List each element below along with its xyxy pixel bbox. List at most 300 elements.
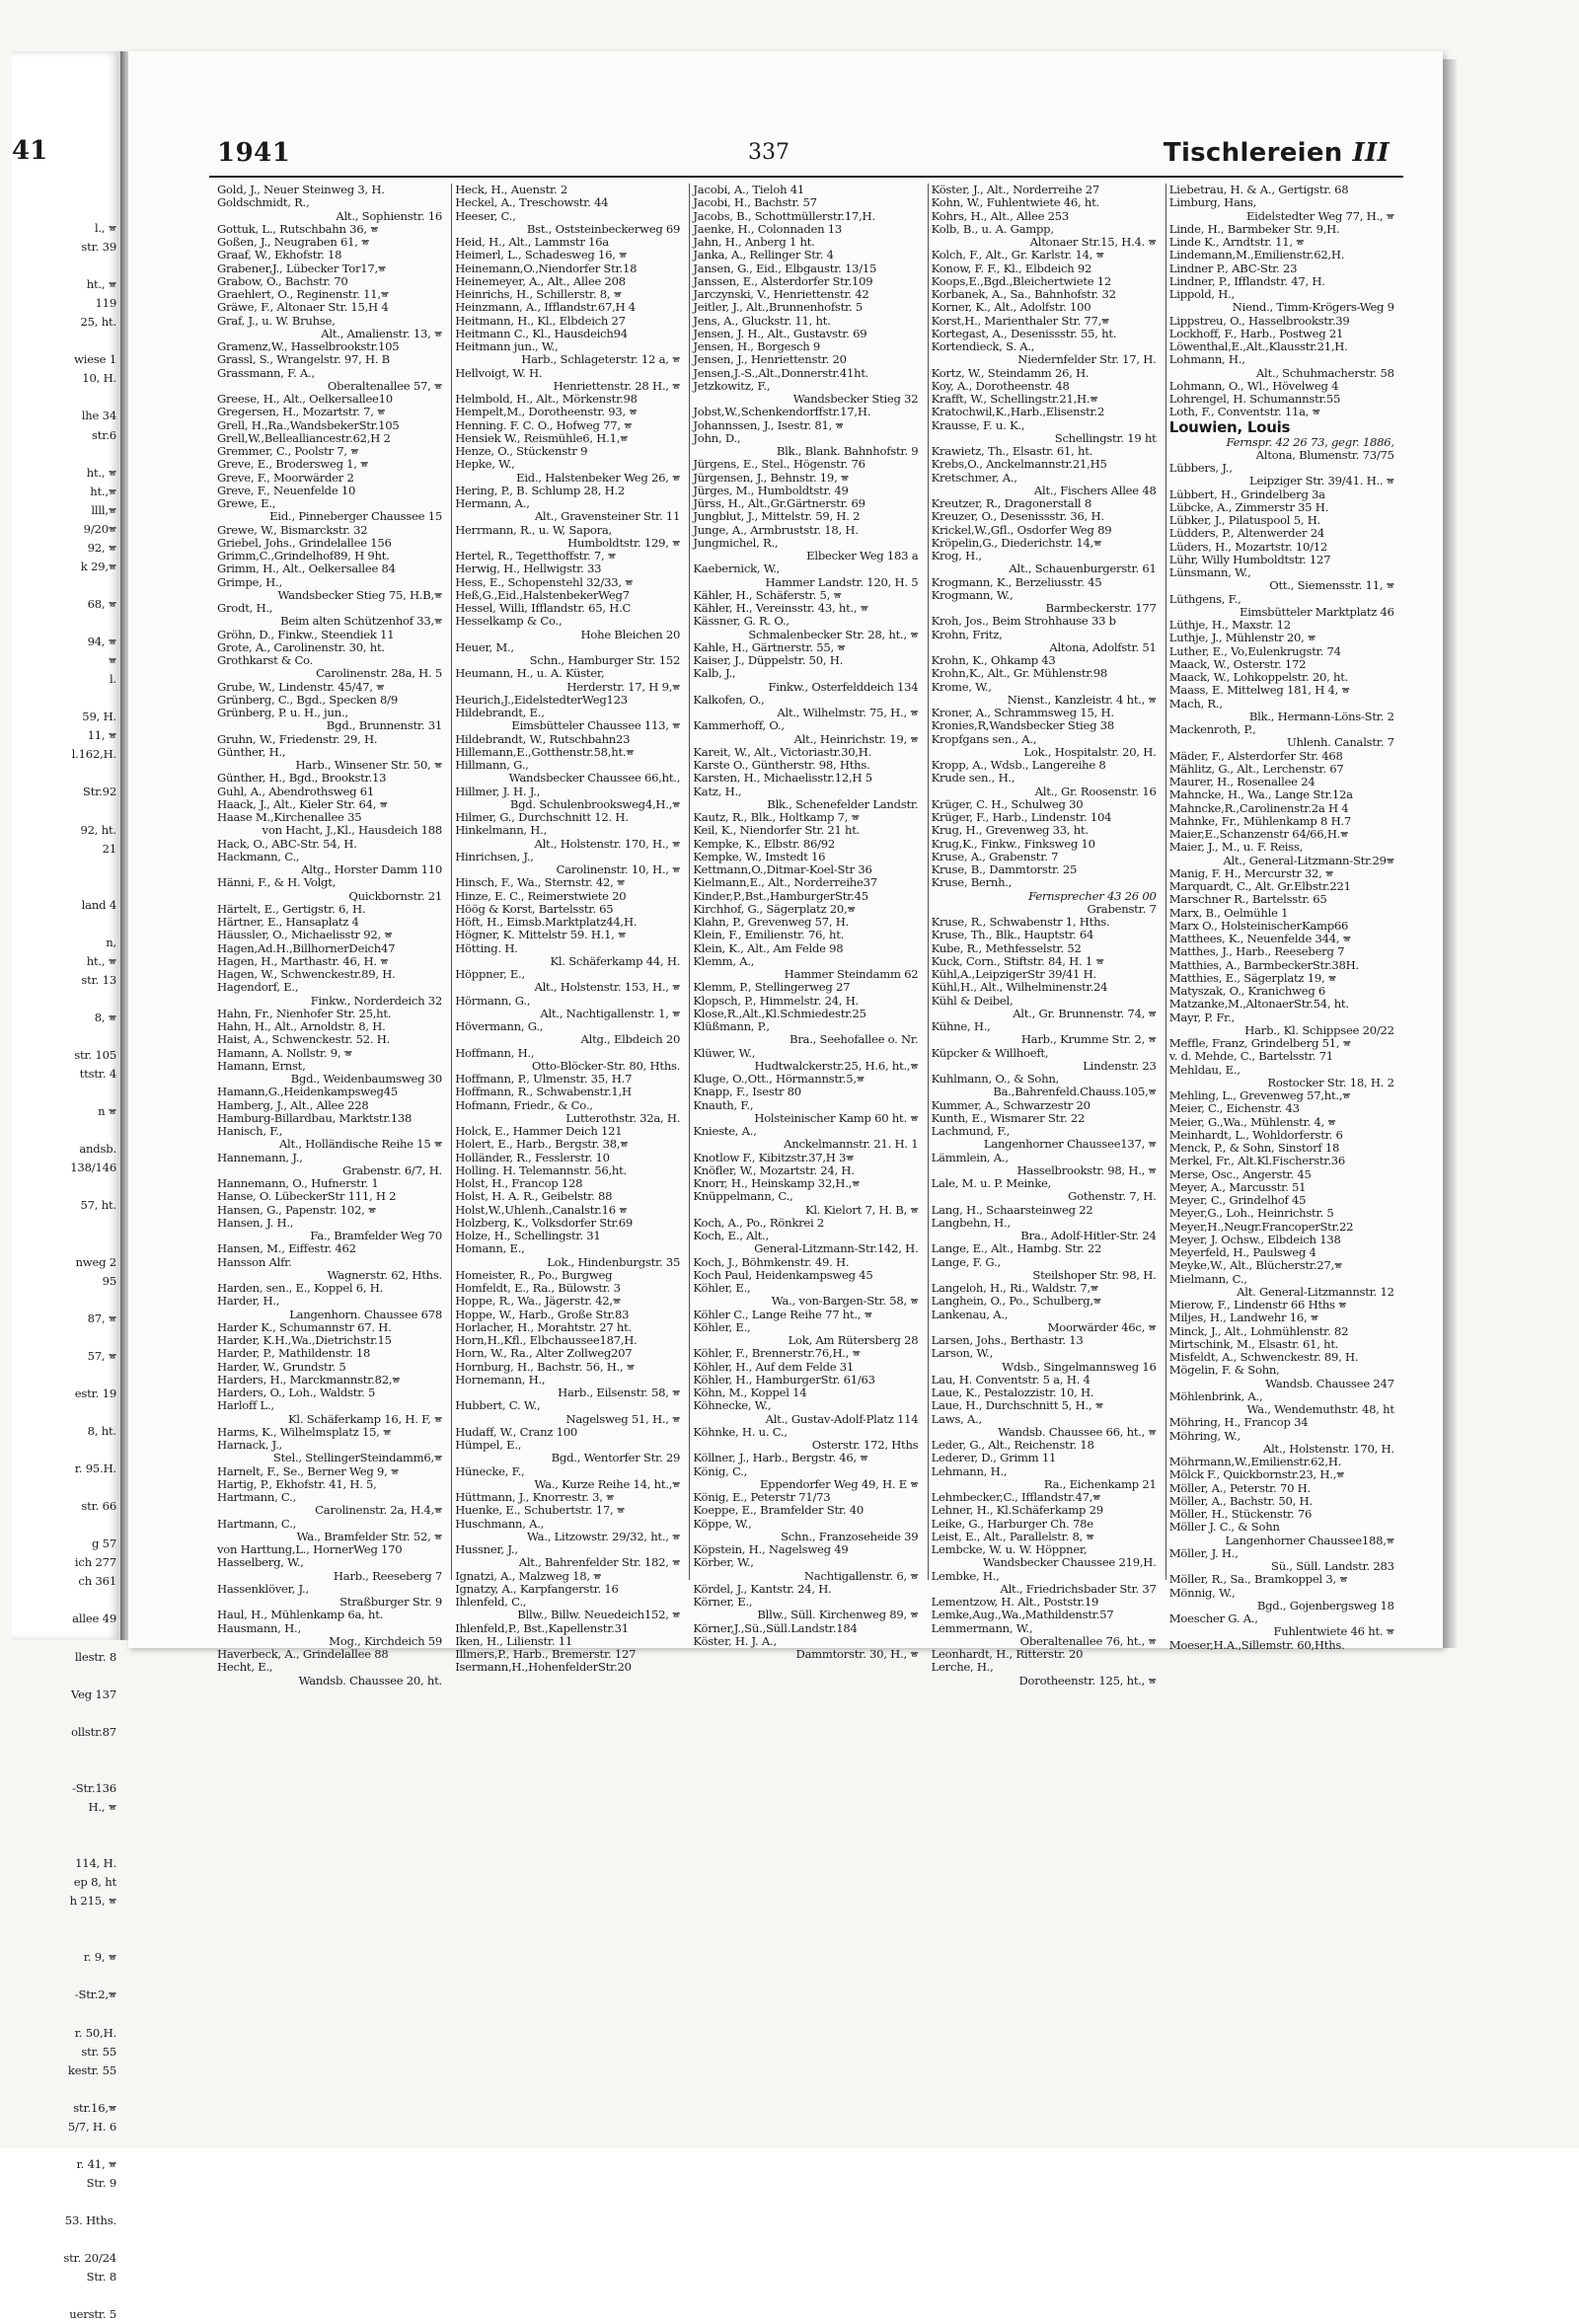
previous-page-line: 57, 🕿: [87, 1348, 116, 1363]
previous-page-line: andsb.: [79, 1142, 116, 1157]
directory-entry: Goldschmidt, R.,: [217, 195, 310, 210]
directory-entry: Leist, E., Alt., Parallelstr. 8, 🕿: [931, 1529, 1094, 1543]
directory-entry: Jürgensen, J., Behnstr. 19, 🕿: [693, 470, 849, 485]
directory-entry: Hinsch, F., Wa., Sternstr. 42, 🕿: [455, 875, 626, 890]
directory-entry: Hermann, A.,: [455, 496, 530, 510]
directory-entry: Kohrs, H., Alt., Allee 253: [931, 208, 1070, 223]
directory-entry: Alt., Friedrichsbader Str. 37: [1000, 1581, 1157, 1596]
directory-entry: Harb., Winsener Str. 50, 🕿: [295, 758, 442, 772]
directory-entry: Lange, F. G.,: [931, 1254, 1001, 1269]
directory-entry: Jeitler, J., Alt.,Brunnenhofstr. 5: [693, 300, 864, 315]
directory-entry: Knieste, A.,: [693, 1124, 757, 1138]
previous-page-line: -Str.2,🕿: [74, 1987, 116, 2002]
directory-entry: Hoffmann, P., Ulmenstr. 35, H.7: [455, 1072, 633, 1086]
directory-entry: Henriettenstr. 28 H., 🕿: [553, 378, 681, 393]
previous-page-line: 57, ht.: [80, 1198, 116, 1213]
directory-entry: Kropfgans sen., A.,: [931, 731, 1037, 746]
directory-entry: Harloff L.,: [217, 1398, 274, 1413]
directory-entry: Wandsbecker Chaussee 66,ht.,: [508, 771, 681, 786]
directory-entry: Hackmann, C.,: [217, 849, 300, 863]
directory-entry: Möller, H., Stückenstr. 76: [1168, 1507, 1313, 1521]
previous-page-line: 🕿: [108, 653, 116, 668]
directory-entry: Bgd. Schulenbrooksweg4,H.,🕿: [509, 796, 681, 811]
directory-entry: Kube, R., Methfesselstr. 52: [931, 940, 1082, 955]
directory-entry: Grote, A., Carolinenstr. 30, ht.: [217, 639, 385, 654]
previous-page-line: ht.,🕿: [90, 484, 116, 498]
directory-entry: Matthies, A., BarmbeckerStr.38H.: [1168, 957, 1359, 972]
directory-entry: Eid., Halstenbeker Weg 26, 🕿: [516, 470, 681, 485]
directory-entry: Meyer, J. Ochsw., Elbdeich 138: [1168, 1232, 1341, 1246]
directory-entry: Köhler, H., Auf dem Felde 31: [693, 1359, 855, 1374]
directory-entry: Linde K., Arndtstr. 11, 🕿: [1168, 235, 1305, 249]
directory-entry: Hausmann, H.,: [217, 1620, 301, 1635]
directory-entry: Greve, E., Brodersweg 1, 🕿: [217, 457, 369, 472]
directory-entry: Haack, J., Alt., Kieler Str. 64, 🕿: [217, 796, 388, 811]
directory-entry: Mählitz, G., Alt., Lerchenstr. 67: [1168, 761, 1344, 776]
directory-entry: Stel., StellingerSteindamm6,🕿: [272, 1451, 442, 1465]
directory-entry: Hillmer, J. H. J.,: [455, 784, 541, 798]
previous-page-line: 68, 🕿: [87, 596, 116, 611]
directory-entry: Knauth, F.,: [693, 1097, 754, 1112]
directory-entry: Nagelsweg 51, H., 🕿: [565, 1411, 681, 1426]
directory-entry: Altg., Horster Damm 110: [301, 862, 442, 876]
directory-entry: Alt., Fischers Allee 48: [1033, 483, 1157, 497]
previous-page-line: 59, H.: [82, 710, 116, 724]
directory-entry: Lemmermann, W.,: [931, 1620, 1033, 1635]
directory-entry: Holze, H., Schellingstr. 31: [455, 1229, 601, 1242]
directory-entry: Langbehn, H.,: [931, 1215, 1011, 1230]
previous-page-line: [12, 689, 120, 708]
directory-entry: Grell,W.,Bellealliancestr.62,H 2: [217, 430, 391, 445]
directory-entry: Hansen, J. H.,: [217, 1215, 294, 1230]
directory-entry: Ihlenfeld,P., Bst.,Kapellenstr.31: [455, 1620, 629, 1635]
directory-entry: Grimm, H., Alt., Oelkersallee 84: [217, 562, 396, 576]
directory-entry: Laue, K., Pestalozzistr. 10, H.: [931, 1386, 1094, 1399]
directory-entry: Gräwe, F., Altonaer Str. 15,H 4: [217, 300, 389, 315]
directory-entry: Matyszak, O., Kranichweg 6: [1168, 984, 1326, 998]
directory-entry: Lüthgens, F.,: [1168, 591, 1241, 606]
directory-entry: Lembcke, W. u. W. Höppner,: [931, 1542, 1088, 1556]
directory-entry: Höft, H., Eimsb.Marktplatz44,H.: [455, 915, 638, 929]
directory-entry: Körner,J.,Sü.,Süll.Landstr.184: [693, 1620, 858, 1635]
directory-entry: Mögelin, F. & Sohn,: [1168, 1363, 1280, 1378]
directory-entry: Quickbornstr. 21: [348, 888, 442, 903]
directory-entry: Maier, J., M., u. F. Reiss,: [1168, 840, 1304, 855]
directory-entry: Meinhardt, L., Wohldorferstr. 6: [1168, 1127, 1343, 1142]
directory-entry: Leder, G., Alt., Reichenstr. 18: [931, 1438, 1094, 1452]
directory-entry: Köhler C., Lange Reihe 77 ht., 🕿: [693, 1307, 872, 1321]
directory-entry: Möller, A., Bachstr. 50, H.: [1168, 1493, 1313, 1508]
directory-entry: Lale, M. u. P. Meinke,: [931, 1176, 1052, 1190]
directory-entry: Gröhn, D., Finkw., Steendiek 11: [217, 627, 395, 641]
directory-entry: Heitmann jun., W.,: [455, 339, 559, 353]
directory-entry: Wdsb., Singelmannsweg 16: [1002, 1359, 1157, 1374]
directory-entry: Klose,R.,Alt.,Kl.Schmiedestr.25: [693, 1006, 866, 1020]
directory-entry: Lehmann, H.,: [931, 1463, 1008, 1478]
directory-page: [128, 51, 1443, 1687]
directory-entry: Alt., Heinrichstr. 19, 🕿: [793, 731, 919, 746]
directory-entry: Misfeldt, A., Schwenckestr. 89, H.: [1168, 1350, 1359, 1364]
directory-entry: Jacobs, B., Schottmüllerstr.17,H.: [693, 208, 875, 223]
directory-entry: Lok., Hindenburgstr. 35: [547, 1254, 681, 1269]
directory-entry: Koch Paul, Heidenkampsweg 45: [693, 1267, 873, 1282]
directory-entry: Gothenstr. 7, H.: [1068, 1189, 1157, 1204]
directory-entry: Lok, Am Rütersberg 28: [788, 1333, 919, 1347]
directory-entry: Hartmann, C.,: [217, 1490, 297, 1504]
directory-entry: Lankenau, A.,: [931, 1307, 1009, 1321]
directory-entry: Grimm,C.,Grindelhof89, H 9ht.: [217, 549, 390, 562]
directory-entry: Lohmann, H.,: [1168, 352, 1245, 367]
directory-entry: Uhlenh. Canalstr. 7: [1286, 735, 1394, 750]
directory-entry: Alt., Gr. Roosenstr. 16: [1034, 784, 1157, 798]
previous-page-line: r. 9, 🕿: [83, 1950, 116, 1965]
directory-entry: Harnack, J.,: [217, 1438, 282, 1452]
previous-page-line: ep 8, ht: [73, 1875, 116, 1890]
directory-entry: Blk., Schenefelder Landstr.: [767, 796, 919, 811]
directory-entry: Matthies, E., Sägerplatz 19, 🕿: [1168, 970, 1336, 985]
directory-entry: Kässner, G. R. O.,: [693, 614, 790, 629]
previous-page-line: ich 277: [74, 1555, 116, 1570]
directory-entry: König, E., Peterstr 71/73: [693, 1490, 831, 1504]
directory-entry: Krausse, F. u. K.,: [931, 417, 1025, 432]
directory-entry: Homann, E.,: [455, 1241, 525, 1256]
directory-entry: Krickel,W.,Gfl., Osdorfer Weg 89: [931, 522, 1112, 537]
directory-entry: Kratochwil,K.,Harb.,Elisenstr.2: [931, 405, 1105, 419]
previous-page-header: 41: [12, 136, 48, 166]
directory-entry: Kreuzer, O., Desenissstr. 36, H.: [931, 509, 1104, 524]
directory-column-3: [693, 183, 924, 1661]
directory-entry: Jaenke, H., Colonnaden 13: [693, 221, 843, 236]
directory-entry: Hertel, R., Tegetthoffstr. 7, 🕿: [455, 549, 616, 562]
directory-entry: Alt., Schuhmacherstr. 58: [1255, 365, 1394, 380]
directory-entry: Möller, R., Sa., Bramkoppel 3, 🕿: [1168, 1572, 1348, 1587]
directory-entry: Johannssen, J., Isestr. 81, 🕿: [693, 417, 844, 432]
directory-entry: Hansen, M., Eiffestr. 462: [217, 1241, 356, 1256]
page-header: [128, 134, 1443, 174]
directory-entry: Meffle, Franz, Grindelberg 51, 🕿: [1168, 1036, 1351, 1050]
directory-entry: Hering, P., B. Schlump 28, H.2: [455, 483, 626, 497]
directory-entry: Luthje, J., Mühlenstr 20, 🕿: [1168, 631, 1316, 645]
directory-entry: Höppner, E.,: [455, 967, 525, 981]
directory-entry: Grabener,J., Lübecker Tor17,🕿: [217, 261, 386, 275]
directory-entry: Hagen,Ad.H.,BillhornerDeich47: [217, 940, 396, 955]
directory-entry: Eppendorfer Weg 49, H. E 🕿: [759, 1476, 919, 1491]
directory-entry: Hudaff, W., Cranz 100: [455, 1424, 578, 1439]
directory-entry: Wandsb. Chaussee 66, ht., 🕿: [998, 1424, 1157, 1439]
directory-entry: Lachmund, F.,: [931, 1124, 1011, 1138]
directory-entry: Harb., Schlageterstr. 12 a, 🕿: [521, 352, 681, 367]
directory-entry: Lippstreu, O., Hasselbrookstr.39: [1168, 313, 1350, 328]
directory-entry: Mayr, P. Fr.,: [1168, 1010, 1236, 1024]
directory-entry: Häussler, O., Michaelisstr 92, 🕿: [217, 928, 393, 942]
previous-page-line: H., 🕿: [88, 1799, 116, 1814]
directory-entry: Hamann, Ernst,: [217, 1058, 306, 1073]
directory-column-2: [455, 183, 686, 1675]
directory-entry: König, C.,: [693, 1463, 748, 1478]
previous-page-line: n,: [106, 935, 116, 949]
directory-entry: Bgd., Weidenbaumsweg 30: [290, 1072, 442, 1086]
directory-entry: Karste O., Güntherstr. 98, Hths.: [693, 758, 870, 772]
previous-page-line: [12, 1742, 120, 1761]
directory-entry: Wandsbecker Stieg 32: [792, 392, 919, 406]
previous-page-strip: [12, 51, 123, 2322]
previous-page-line: r. 41, 🕿: [76, 2156, 116, 2171]
directory-entry: Alt., Holländische Reihe 15 🕿: [278, 1137, 442, 1152]
directory-entry: Heckel, A., Treschowstr. 44: [455, 195, 609, 210]
directory-entry: Henning. F. C. O., Hofweg 77, 🕿: [455, 417, 633, 432]
directory-entry: Kalb, J.,: [693, 666, 736, 681]
directory-entry: Haverbeck, A., Grindelallee 88: [217, 1647, 389, 1661]
directory-entry: Gramenz,W., Hasselbrookstr.105: [217, 339, 400, 353]
previous-page-line: estr. 19: [74, 1386, 116, 1400]
previous-page-line: ch 361: [78, 1574, 116, 1589]
directory-entry: Alt. General-Litzmannstr. 12: [1237, 1284, 1394, 1299]
directory-entry: Köhler, F., Brennerstr.76,H., 🕿: [693, 1346, 861, 1361]
directory-entry: Alt., Holstenstr. 170, H.: [1262, 1441, 1394, 1456]
directory-entry: Gremmer, C., Poolstr 7, 🕿: [217, 444, 359, 458]
directory-entry: Niend., Timm-Krögers-Weg 9: [1232, 300, 1394, 315]
directory-entry: Lehner, H., Kl.Schäferkamp 29: [931, 1503, 1103, 1518]
directory-entry: Lüders, H., Mozartstr. 10/12: [1168, 539, 1328, 554]
directory-entry: Alt., Gustav-Adolf-Platz 114: [765, 1411, 919, 1426]
directory-entry: Ba.,Bahrenfeld.Chauss.105,🕿: [993, 1085, 1157, 1099]
directory-entry: Schn., Hamburger Str. 152: [529, 653, 681, 667]
directory-column-4: [931, 183, 1163, 1687]
directory-entry: Niedernfelder Str. 17, H.: [1017, 352, 1157, 367]
directory-entry: Mahncke,R.,Carolinenstr.2a H 4: [1168, 800, 1349, 815]
directory-entry: Hanisch, F.,: [217, 1124, 283, 1138]
previous-page-line: k 29,🕿: [80, 559, 116, 573]
previous-page-line: 114, H.: [75, 1856, 116, 1871]
directory-entry: Jürss, H., Alt.,Gr.Gärtnerstr. 69: [693, 496, 865, 510]
directory-entry: Hümpel, E.,: [455, 1438, 522, 1452]
previous-page-line: 10, H.: [82, 371, 116, 386]
directory-entry: Koch, J., Böhmkenstr. 49. H.: [693, 1254, 850, 1269]
directory-entry: Hilmer, G., Durchschnitt 12. H.: [455, 810, 629, 824]
directory-entry: Alt., Holstenstr. 153, H., 🕿: [534, 980, 681, 995]
directory-entry: Isermann,H.,HohenfelderStr.20: [455, 1660, 632, 1675]
previous-page-line: 21: [102, 841, 116, 856]
previous-page-line: [12, 332, 120, 350]
directory-entry: Kuhlmann, O., & Sohn,: [931, 1072, 1060, 1086]
directory-entry: Jungblut, J., Mittelstr. 59, H. 2: [693, 509, 861, 524]
directory-entry: Alt., Schauenburgerstr. 61: [1009, 562, 1157, 576]
directory-entry: Günther, H., Bgd., Brookstr.13: [217, 771, 387, 786]
directory-entry: Korbanek, A., Sa., Bahnhofstr. 32: [931, 287, 1116, 301]
directory-entry: Krome, W.,: [931, 679, 992, 694]
directory-entry: Harb., Reeseberg 7: [333, 1568, 442, 1583]
directory-entry: Kummer, A., Schwarzestr 20: [931, 1097, 1090, 1112]
previous-page-line: h 215, 🕿: [69, 1894, 116, 1909]
directory-entry: Klein, F., Emilienstr. 76, ht.: [693, 928, 845, 942]
directory-entry: Grimpe, H.,: [217, 574, 282, 589]
directory-entry: Lehmbecker,C., Ifflandstr.47,🕿: [931, 1490, 1101, 1504]
directory-column-5: [1168, 183, 1400, 1652]
directory-entry: Lockhoff, F., Harb., Postweg 21: [1168, 326, 1344, 340]
directory-entry: Steilshoper Str. 98, H.: [1032, 1267, 1157, 1282]
directory-entry: Mönnig, W.,: [1168, 1585, 1236, 1600]
directory-entry: Mach, R.,: [1168, 696, 1223, 711]
directory-entry: Lindemann,M.,Emilienstr.62,H.: [1168, 248, 1345, 262]
directory-entry: Hasselbrookstr. 98, H., 🕿: [1016, 1162, 1157, 1177]
directory-entry: Krüger, C. H., Schulweg 30: [931, 796, 1084, 811]
directory-entry: Finkw., Osterfelddeich 134: [768, 679, 919, 694]
directory-entry: Alt., Gr. Brunnenstr. 74, 🕿: [1013, 1006, 1157, 1020]
previous-page-line: [12, 614, 120, 633]
directory-entry: von Harttung,L., HornerWeg 170: [217, 1542, 403, 1556]
previous-page-line: [12, 859, 120, 877]
previous-page-line: [12, 2004, 120, 2023]
directory-entry: Harnelt, F., Se., Berner Weg 9, 🕿: [217, 1463, 399, 1478]
directory-entry: John, D.,: [693, 430, 741, 445]
directory-entry: Höög & Korst, Bartelsstr. 65: [455, 901, 614, 916]
directory-entry: Blk., Blank. Bahnhofstr. 9: [776, 444, 919, 458]
previous-page-line: ht., 🕿: [86, 465, 116, 480]
directory-entry: Hildebrandt, E.,: [455, 706, 545, 719]
directory-entry: Wandsbecker Chaussee 219,H.: [983, 1555, 1157, 1570]
directory-entry: Oberaltenallee 57, 🕿: [327, 378, 442, 393]
column-separator: [689, 184, 690, 1580]
directory-entry: Löwenthal,E.,Alt.,Klausstr.21,H.: [1168, 339, 1348, 353]
previous-page-line: 87, 🕿: [87, 1311, 116, 1325]
directory-entry: Maack, W., Osterstr. 172: [1168, 656, 1307, 671]
directory-entry: Lindner, P., Ifflandstr. 47, H.: [1168, 273, 1325, 288]
directory-entry: Kohn, W., Fuhlentwiete 46, ht.: [931, 195, 1099, 210]
directory-entry: Alt., Gravensteiner Str. 11: [534, 509, 681, 524]
previous-page-line: [12, 1441, 120, 1460]
directory-entry: Hassenklöver, J.,: [217, 1581, 309, 1596]
directory-entry: Köhnecke, W.,: [693, 1398, 772, 1413]
directory-entry: Marx, B., Oelmühle 1: [1168, 905, 1289, 920]
directory-entry: Hinkelmann, H.,: [455, 823, 548, 838]
previous-page-line: str. 105: [74, 1048, 116, 1063]
directory-entry: Meyer, A., Marcusstr. 51: [1168, 1179, 1307, 1194]
directory-entry: Hansson Alfr.: [217, 1254, 292, 1269]
directory-entry: Langeloh, H., Ri., Waldstr. 7,🕿: [931, 1281, 1098, 1295]
previous-page-line: [12, 576, 120, 595]
directory-entry: Holzberg, K., Volksdorfer Str.69: [455, 1215, 634, 1230]
previous-page-line: [12, 1667, 120, 1686]
directory-entry: Jensen,J.-S.,Alt.,Donnerstr.41ht.: [693, 365, 869, 380]
directory-entry: Alt., Wilhelmstr. 75, H., 🕿: [777, 706, 919, 719]
directory-entry: Linde, H., Barmbeker Str. 9,H.: [1168, 221, 1340, 236]
directory-entry: Herderstr. 17, H 9,🕿: [566, 679, 681, 694]
directory-entry: Maack, W., Lohkoppelstr. 20, ht.: [1168, 670, 1349, 684]
directory-entry: Kühl,A.,LeipzigerStr 39/41 H.: [931, 967, 1096, 981]
directory-entry: Kl. Schäferkamp 16, H. F, 🕿: [287, 1411, 442, 1426]
directory-entry: Holst, H. A. R., Geibelstr. 88: [455, 1189, 613, 1204]
directory-entry: Mog., Kirchdeich 59: [329, 1633, 442, 1648]
previous-page-line: [12, 1121, 120, 1140]
directory-entry: Harms, K., Wilhelmsplatz 15, 🕿: [217, 1424, 392, 1439]
directory-entry: Holck, E., Hammer Deich 121: [455, 1124, 623, 1138]
directory-entry: Wa., Wendemuthstr. 48, ht: [1246, 1402, 1394, 1416]
section-title-text: Tischlereien: [1163, 138, 1343, 168]
directory-entry: Kähler, H., Vereinsstr. 43, ht., 🕿: [693, 601, 868, 615]
directory-entry: Goßen, J., Neugraben 61, 🕿: [217, 235, 370, 249]
directory-entry: Klahn, P., Grevenweg 57, H.: [693, 915, 850, 929]
directory-entry: Kreutzer, R., Dragonerstall 8: [931, 496, 1091, 510]
directory-entry: Katz, H.,: [693, 784, 742, 798]
directory-entry: Langenhorner Chaussee137, 🕿: [983, 1137, 1157, 1152]
directory-entry: Korner, K., Alt., Adolfstr. 100: [931, 300, 1091, 315]
directory-entry: Konow, F. F., Kl., Elbdeich 92: [931, 261, 1092, 275]
previous-page-line: allee 49: [72, 1612, 116, 1626]
directory-entry: Lippold, H.,: [1168, 287, 1236, 301]
directory-entry: Hinrichsen, J.,: [455, 849, 534, 863]
section-part: III: [1352, 138, 1390, 168]
directory-entry: Horn,H.,Kfl., Elbchaussee187,H.: [455, 1333, 638, 1347]
directory-entry: Hünecke, F.,: [455, 1463, 525, 1478]
page-year: 1941: [217, 138, 291, 168]
directory-entry: Krüger, F., Harb., Lindenstr. 104: [931, 810, 1112, 824]
directory-entry: Moorwärder 46c, 🕿: [1047, 1319, 1157, 1334]
directory-entry: Kronies,R,Wandsbecker Stieg 38: [931, 718, 1114, 733]
directory-entry: Hüttmann, J., Knorrestr. 3, 🕿: [455, 1490, 615, 1504]
previous-page-line: str.16,🕿: [73, 2100, 116, 2115]
directory-entry: Meyke,W., Alt., Blücherstr.27,🕿: [1168, 1258, 1342, 1273]
directory-entry: Bgd., Brunnenstr. 31: [326, 718, 442, 733]
directory-entry: Mahncke, H., Wa., Lange Str.12a: [1168, 787, 1353, 802]
previous-page-line: 95: [102, 1273, 116, 1288]
previous-page-line: [12, 801, 120, 820]
directory-entry: Koch, E., Alt.,: [693, 1229, 769, 1242]
directory-entry: Graehlert, O., Reginenstr. 11,🕿: [217, 287, 389, 301]
directory-entry: Haist, A., Schwenckestr. 52. H.: [217, 1032, 391, 1047]
previous-page-line: [12, 915, 120, 934]
directory-entry: Maass, E. Mittelweg 181, H 4, 🕿: [1168, 683, 1350, 698]
directory-entry: Nienst., Kanzleistr. 4 ht., 🕿: [1007, 692, 1157, 707]
directory-entry: Lohmann, O., Wl., Hövelweg 4: [1168, 378, 1339, 393]
directory-entry: Altona, Blumenstr. 73/75: [1255, 447, 1394, 462]
previous-page-line: [12, 1027, 120, 1046]
directory-entry: Lindner P., ABC-Str. 23: [1168, 261, 1298, 275]
previous-page-line: ht., 🕿: [86, 953, 116, 968]
previous-page-line: [12, 1836, 120, 1854]
directory-entry: Maurer, H., Rosenallee 24: [1168, 775, 1316, 788]
directory-entry: Krog, H.,: [931, 549, 982, 562]
directory-entry: Meyer,G., Loh., Heinrichstr. 5: [1168, 1206, 1334, 1221]
previous-page-line: kestr. 55: [67, 2062, 116, 2077]
previous-page-line: ttstr. 4: [79, 1067, 116, 1082]
previous-page-line: g 57: [91, 1537, 116, 1551]
directory-entry: Köpstein, H., Nagelsweg 49: [693, 1542, 849, 1556]
previous-page-line: -Str.136: [71, 1780, 116, 1795]
directory-entry: Hartig, P., Ekhofstr. 41, H. 5,: [217, 1476, 377, 1491]
directory-entry: Lübbers, J.,: [1168, 461, 1233, 475]
directory-entry: Hannemann, O., Hufnerstr. 1: [217, 1176, 379, 1190]
directory-entry: Kl. Kielort 7, H. B, 🕿: [804, 1202, 919, 1217]
directory-entry: Möhring, W.,: [1168, 1428, 1241, 1443]
directory-entry: Meyerfeld, H., Paulsweg 4: [1168, 1245, 1316, 1259]
directory-entry: Matthees, K., Neuenfelde 344, 🕿: [1168, 932, 1351, 945]
directory-entry: Lämmlein, A.,: [931, 1150, 1009, 1164]
directory-entry: Grabow, O., Bachstr. 70: [217, 273, 348, 288]
column-separator: [451, 184, 452, 1580]
directory-entry: Barmbeckerstr. 177: [1045, 601, 1157, 615]
directory-entry: Kähler, H., Schäferstr. 5, 🕿: [693, 587, 842, 602]
directory-entry: Hagen, W., Schwenckestr.89, H.: [217, 967, 396, 981]
directory-entry: Wa., von-Bargen-Str. 58, 🕿: [771, 1294, 919, 1309]
directory-entry: Hövermann, G.,: [455, 1019, 544, 1033]
directory-entry: Hensiek W., Reismühle6, H.1,🕿: [455, 430, 629, 445]
directory-entry: Köllner, J., Harb., Bergstr. 46, 🕿: [693, 1451, 868, 1465]
directory-entry: Möhring, H., Francop 34: [1168, 1415, 1309, 1430]
directory-entry: Wa., Kurze Reihe 14, ht.,🕿: [534, 1476, 681, 1491]
directory-entry: Marquardt, C., Alt. Gr.Elbstr.221: [1168, 879, 1351, 893]
directory-entry: Mahnke, Fr., Mühlenkamp 8 H.7: [1168, 813, 1352, 828]
previous-page-line: nweg 2: [75, 1254, 116, 1269]
